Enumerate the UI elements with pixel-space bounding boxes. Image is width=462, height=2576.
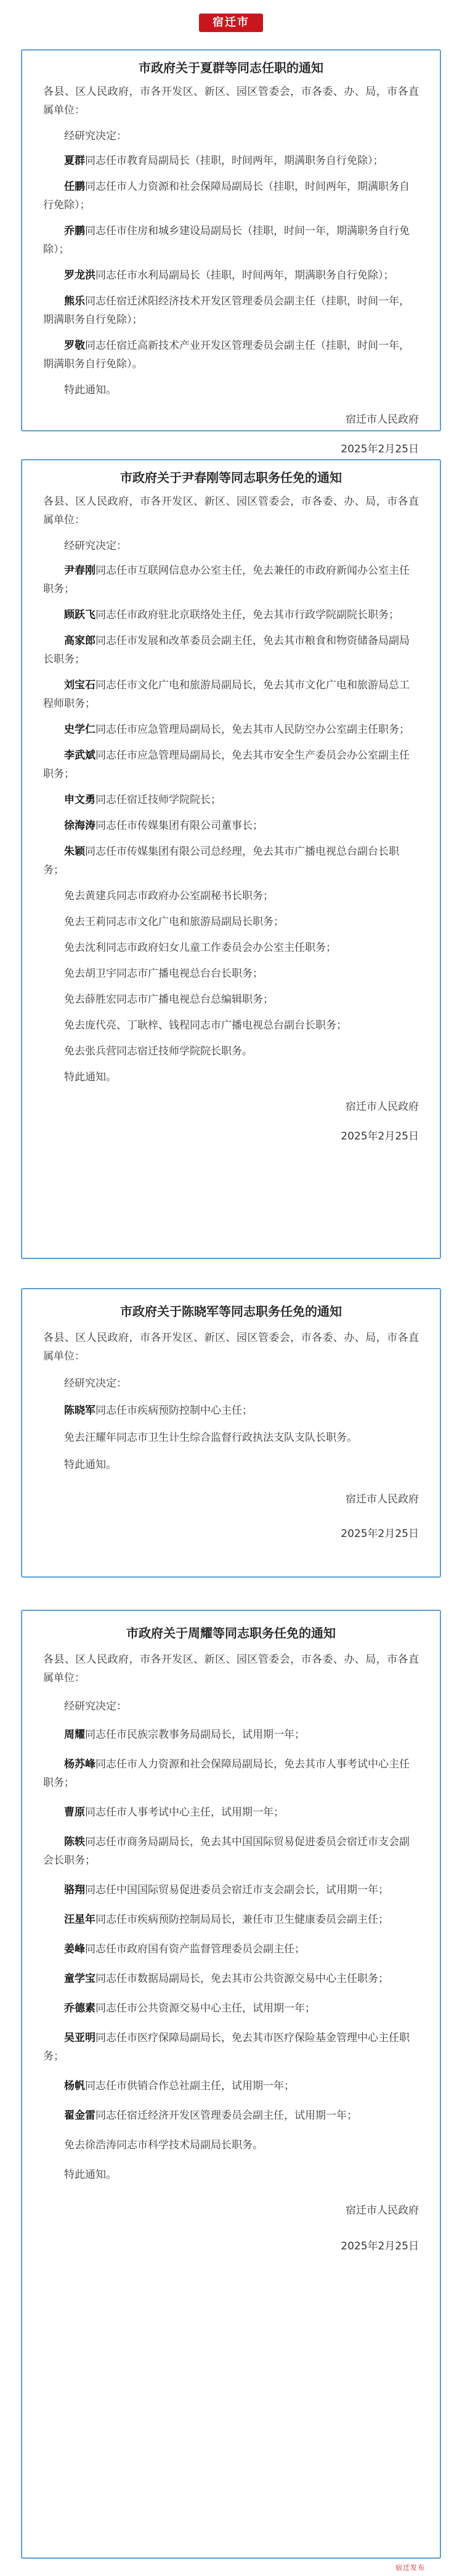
notice-title: 市政府关于夏群等同志任职的通知	[139, 60, 323, 75]
person-name: 曹原	[64, 1806, 85, 1819]
notice-title: 市政府关于周耀等同志职务任免的通知	[126, 1626, 336, 1641]
list-item	[43, 1755, 419, 1792]
item-text: 同志任市应急管理局副局长，免去其市安全生产委员会办公室副主任职务；	[43, 749, 410, 780]
list-item	[43, 177, 419, 214]
list-item	[43, 1833, 419, 1870]
item-text: 同志任市发展和改革委员会副主任，免去其市粮食和物资储备局副局长职务；	[43, 635, 410, 666]
person-name: 史学仁	[64, 723, 95, 736]
item-text: 同志任市文化广电和旅游局副局长，免去其市文化广电和旅游局总工程师职务；	[43, 679, 410, 710]
list-item	[43, 222, 419, 259]
item-text: 同志任市教育局副局长（挂职，时间两年，期满职务自行免除）；	[85, 155, 384, 167]
person-name: 尹春刚	[64, 565, 95, 577]
list-item	[43, 842, 419, 879]
decision-line: 经研究决定：	[64, 1700, 127, 1713]
decision-line: 经研究决定：	[64, 540, 127, 552]
item-text: 同志任市民族宗教事务局副局长，试用期一年；	[85, 1729, 305, 1741]
item-text: 同志任宿迁经济开发区管理委员会副主任，试用期一年；	[95, 2109, 357, 2122]
list-item	[43, 336, 419, 373]
list-item	[43, 152, 419, 170]
item-list	[43, 561, 419, 1061]
issuer: 宿迁市人民政府	[346, 2204, 419, 2217]
issue-date: 2025年2月25日	[341, 1130, 419, 1143]
person-name: 汪星年	[64, 1914, 95, 1926]
item-text: 同志任中国国际贸易促进委员会宿迁市支会副会长，试用期一年；	[85, 1884, 389, 1896]
item-text: 同志任市人力资源和社会保障局副局长，免去其市人事考试中心主任职务；	[43, 1758, 410, 1789]
item-text: 同志任市疾病预防控制局局长，兼任市卫生健康委员会副主任；	[95, 1914, 389, 1926]
person-name: 罗龙洪	[64, 269, 95, 282]
list-item	[43, 887, 419, 905]
person-name: 姜峰	[64, 1943, 85, 1955]
person-name: 罗敬	[64, 340, 85, 352]
list-item	[43, 1999, 419, 2018]
person-name: 徐海涛	[64, 820, 95, 832]
list-item	[43, 1401, 419, 1420]
notice-card-1	[21, 49, 441, 455]
decision-line: 经研究决定：	[64, 130, 127, 142]
item-text: 同志任市水利局副局长（挂职，时间两年，期满职务自行免除）；	[95, 269, 394, 282]
notice-title: 市政府关于陈晓军等同志职务任免的通知	[120, 1304, 342, 1319]
item-text: 同志任宿迁技师学院院长；	[95, 794, 221, 806]
issuer: 宿迁市人民政府	[346, 414, 419, 426]
notice-card-4	[21, 1610, 441, 2559]
list-item	[43, 2136, 419, 2154]
item-text: 免去沈利同志市政府妇女儿童工作委员会办公室主任职务；	[64, 942, 336, 954]
list-item	[43, 2029, 419, 2066]
person-name: 陈轶	[64, 1836, 85, 1848]
item-text: 免去徐浩涛同志市科学技术局副局长职务。	[64, 2139, 263, 2151]
item-text: 免去庞代亮、丁耿梓、钱程同志市广播电视总台副台长职务；	[64, 1019, 347, 1032]
person-name: 童学宝	[64, 1973, 95, 1985]
issuer: 宿迁市人民政府	[346, 1101, 419, 1113]
closing-line: 特此通知。	[64, 384, 116, 396]
list-item	[43, 1803, 419, 1822]
item-text: 同志任市人事考试中心主任，试用期一年；	[85, 1806, 284, 1819]
item-text: 同志任市疾病预防控制中心主任；	[95, 1404, 253, 1417]
item-text: 免去胡卫宇同志市广播电视总台台长职务；	[64, 968, 263, 980]
person-name: 陈晓军	[64, 1404, 95, 1417]
issue-date: 2025年2月25日	[341, 2240, 419, 2252]
closing-line: 特此通知。	[64, 2169, 116, 2181]
list-item	[43, 964, 419, 983]
decision-line: 经研究决定：	[64, 1377, 127, 1390]
list-item	[43, 2077, 419, 2095]
notice-title: 市政府关于尹春刚等同志职务任免的通知	[120, 470, 342, 485]
list-item	[43, 1910, 419, 1929]
closing-line: 特此通知。	[64, 1071, 116, 1083]
salutation: 各县、区人民政府，市各开发区、新区、园区管委会，市各委、办、局，市各直属单位：	[43, 495, 419, 526]
item-list	[43, 1401, 419, 1447]
list-item	[43, 1042, 419, 1061]
item-text: 同志任市传媒集团有限公司总经理，免去其市广播电视总台副台长职务；	[43, 846, 399, 876]
person-name: 吴亚明	[64, 2032, 95, 2044]
list-item	[43, 1940, 419, 1958]
item-text: 同志任市供销合作总社副主任，试用期一年；	[85, 2080, 294, 2092]
person-name: 任鹏	[64, 181, 85, 193]
list-item	[43, 266, 419, 285]
item-list	[43, 152, 419, 373]
person-name: 夏群	[64, 155, 85, 167]
footer-logo: 宿迁发布	[395, 2564, 425, 2572]
list-item	[43, 606, 419, 624]
list-item	[43, 791, 419, 809]
item-text: 同志任市政府国有资产监督管理委员会副主任；	[85, 1943, 305, 1955]
closing-line: 特此通知。	[64, 1459, 116, 1471]
list-item	[43, 1016, 419, 1035]
item-text: 同志任宿迁沭阳经济技术开发区管理委员会副主任（挂职，时间一年，期满职务自行免除）；	[43, 295, 410, 326]
notice-card-3	[21, 1288, 441, 1578]
person-name: 骆翔	[64, 1884, 85, 1896]
list-item	[43, 2106, 419, 2125]
list-item	[43, 913, 419, 931]
list-item	[43, 939, 419, 957]
issue-date: 2025年2月25日	[341, 1528, 419, 1540]
person-name: 熊乐	[64, 295, 85, 308]
item-text: 同志任市数据局副局长，免去其市公共资源交易中心主任职务；	[95, 1973, 389, 1985]
item-text: 同志任市应急管理局副局长，免去其市人民防空办公室副主任职务；	[95, 723, 410, 736]
header-bar	[0, 0, 462, 38]
issue-date: 2025年2月25日	[341, 443, 419, 455]
item-text: 同志任市人力资源和社会保障局副局长（挂职，时间两年，期满职务自行免除）；	[43, 181, 410, 211]
list-item	[43, 746, 419, 783]
person-name: 高家郎	[64, 635, 95, 647]
person-name: 乔鹏	[64, 225, 85, 237]
list-item	[43, 990, 419, 1009]
list-item	[43, 676, 419, 713]
list-item	[43, 1881, 419, 1899]
item-text: 同志任市传媒集团有限公司董事长；	[95, 820, 263, 832]
person-name: 刘宝石	[64, 679, 95, 691]
item-text: 同志任市商务局副局长，免去其中国国际贸易促进委员会宿迁市支会副会长职务；	[43, 1836, 410, 1867]
person-name: 顾跃飞	[64, 609, 95, 621]
item-text: 免去王莉同志市文化广电和旅游局副局长职务；	[64, 916, 284, 928]
list-item	[43, 1726, 419, 1744]
person-name: 李武斌	[64, 749, 95, 762]
salutation: 各县、区人民政府，市各开发区、新区、园区管委会，市各委、办、局，市各直属单位：	[43, 1332, 419, 1363]
list-item	[43, 292, 419, 329]
notice-card-2	[21, 459, 441, 1259]
person-name: 杨苏峰	[64, 1758, 95, 1771]
city-tag: 宿迁市	[199, 14, 263, 32]
list-item	[43, 632, 419, 669]
item-text: 同志任市医疗保障局副局长，免去其市医疗保险基金管理中心主任职务；	[43, 2032, 410, 2063]
item-list	[43, 1726, 419, 2154]
list-item	[43, 1429, 419, 1447]
issuer: 宿迁市人民政府	[346, 1493, 419, 1506]
item-text: 免去张兵营同志宿迁技师学院院长职务。	[64, 1045, 253, 1058]
person-name: 朱颖	[64, 846, 85, 858]
item-text: 同志任市住房和城乡建设局副局长（挂职，时间一年，期满职务自行免除）；	[43, 225, 410, 256]
list-item	[43, 720, 419, 739]
list-item	[43, 1970, 419, 1988]
person-name: 杨帆	[64, 2080, 85, 2092]
item-text: 免去汪耀年同志市卫生计生综合监督行政执法支队支队长职务。	[64, 1432, 357, 1444]
item-text: 同志任宿迁高新技术产业开发区管理委员会副主任（挂职，时间一年，期满职务自行免除）。	[43, 340, 410, 370]
person-name: 翟金雷	[64, 2109, 95, 2122]
item-text: 同志任市互联网信息办公室主任，免去兼任的市政府新闻办公室主任职务；	[43, 565, 410, 595]
person-name: 乔德素	[64, 2002, 95, 2015]
list-item	[43, 561, 419, 598]
salutation: 各县、区人民政府，市各开发区、新区、园区管委会，市各委、办、局，市各直属单位：	[43, 86, 419, 116]
item-text: 同志任市政府驻北京联络处主任，免去其市行政学院副院长职务；	[95, 609, 399, 621]
list-item	[43, 817, 419, 835]
person-name: 周耀	[64, 1729, 85, 1741]
item-text: 免去薛胜宏同志市广播电视总台总编辑职务；	[64, 993, 274, 1006]
item-text: 同志任市公共资源交易中心主任，试用期一年；	[95, 2002, 315, 2015]
person-name: 申文勇	[64, 794, 95, 806]
item-text: 免去黄建兵同志市政府办公室副秘书长职务；	[64, 890, 274, 902]
salutation: 各县、区人民政府，市各开发区、新区、园区管委会，市各委、办、局，市各直属单位：	[43, 1653, 419, 1684]
